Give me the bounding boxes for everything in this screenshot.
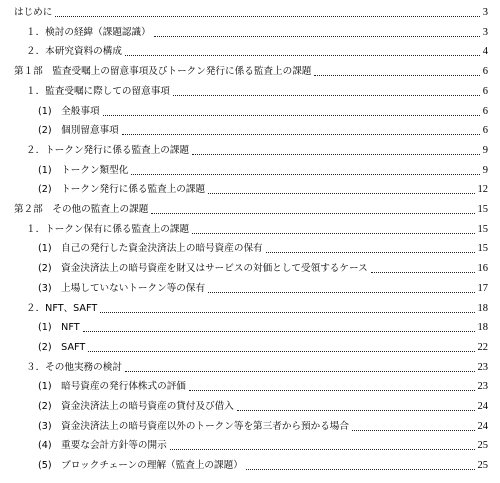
toc-entry-page: 9: [482, 142, 488, 160]
dot-leader: [173, 95, 480, 96]
toc-entry[interactable]: [0, 437, 500, 455]
toc-entry-title: (5) ブロックチェーンの理解（監査上の課題）: [38, 457, 244, 475]
toc-entry-title: (3) 資金決済法上の暗号資産以外のトークン等を第三者から預かる場合: [38, 418, 350, 436]
toc-entry-page: 23: [477, 359, 489, 377]
toc-entry[interactable]: [0, 122, 500, 140]
toc-entry-page: 6: [482, 63, 488, 81]
toc-entry[interactable]: [0, 418, 500, 436]
toc-entry[interactable]: [0, 319, 500, 337]
toc-entry[interactable]: [0, 43, 500, 61]
toc-entry[interactable]: [0, 4, 500, 22]
toc-entry-title: １．監査受嘱に際しての留意事項: [26, 83, 171, 101]
toc-entry-title: (2) トークン発行に係る監査上の課題: [38, 181, 206, 199]
toc-entry[interactable]: [0, 103, 500, 121]
toc-entry-title: (2) 個別留意事項: [38, 122, 120, 140]
toc-entry-page: 15: [477, 240, 489, 258]
toc-entry-title: (4) 重要な会計方針等の開示: [38, 437, 168, 455]
toc-entry-title: (1) 暗号資産の発行体株式の評価: [38, 378, 187, 396]
toc-entry-title: 第１部 監査受嘱上の留意事項及びトークン発行に係る監査上の課題: [14, 63, 312, 81]
dot-leader: [103, 115, 480, 116]
toc-entry-page: 3: [482, 24, 488, 42]
toc-entry-title: (2) 資金決済法上の暗号資産を財又はサービスの対価として受領するケース: [38, 260, 369, 278]
toc-entry[interactable]: [0, 457, 500, 475]
dot-leader: [55, 16, 479, 17]
toc-entry[interactable]: [0, 260, 500, 278]
dot-leader: [352, 430, 475, 431]
dot-leader: [237, 410, 475, 411]
dot-leader: [266, 252, 475, 253]
toc-entry-page: 9: [482, 162, 488, 180]
dot-leader: [314, 75, 479, 76]
toc-entry[interactable]: [0, 162, 500, 180]
dot-leader: [83, 331, 475, 332]
toc-entry-title: (1) 自己の発行した資金決済法上の暗号資産の保有: [38, 240, 264, 258]
toc-entry-title: (1) 全般事項: [38, 103, 101, 121]
dot-leader: [122, 134, 480, 135]
toc-entry-title: (2) 資金決済法上の暗号資産の貸付及び借入: [38, 398, 235, 416]
toc-entry[interactable]: [0, 221, 500, 239]
toc-entry-page: 24: [477, 398, 489, 416]
dot-leader: [125, 371, 475, 372]
toc-entry[interactable]: [0, 339, 500, 357]
toc-entry-title: (3) 上場していないトークン等の保有: [38, 280, 206, 298]
toc-entry-title: (1) NFT: [38, 319, 81, 337]
dot-leader: [246, 469, 475, 470]
toc-entry-page: 22: [477, 339, 489, 357]
dot-leader: [170, 449, 475, 450]
dot-leader: [371, 272, 475, 273]
toc-entry-page: 18: [477, 319, 489, 337]
dot-leader: [154, 36, 480, 37]
dot-leader: [208, 193, 474, 194]
toc-entry[interactable]: [0, 63, 500, 81]
toc-entry-title: ２．NFT、SAFT: [26, 300, 98, 318]
toc-entry-title: ２．本研究資料の構成: [26, 43, 123, 61]
toc-entry-page: 4: [482, 43, 488, 61]
dot-leader: [100, 312, 474, 313]
toc-entry[interactable]: [0, 378, 500, 396]
dot-leader: [131, 174, 479, 175]
toc-entry-title: １．検討の経緯（課題認識）: [26, 24, 152, 42]
toc-entry[interactable]: [0, 359, 500, 377]
toc-entry-page: 6: [482, 83, 488, 101]
toc-entry-page: 24: [477, 418, 489, 436]
toc-entry-title: １．トークン保有に係る監査上の課題: [26, 221, 190, 239]
toc-entry-title: (1) トークン類型化: [38, 162, 129, 180]
dot-leader: [192, 233, 474, 234]
dot-leader: [151, 213, 474, 214]
toc-entry-title: ３．その他実務の検討: [26, 359, 123, 377]
toc-entry[interactable]: [0, 181, 500, 199]
toc-entry[interactable]: [0, 280, 500, 298]
toc-entry-page: 16: [477, 260, 489, 278]
toc-entry[interactable]: [0, 24, 500, 42]
toc-entry[interactable]: [0, 142, 500, 160]
toc-entry-page: 17: [477, 280, 489, 298]
toc-entry-page: 15: [477, 221, 489, 239]
toc-entry-page: 12: [477, 181, 489, 199]
dot-leader: [192, 154, 480, 155]
toc-entry-page: 18: [477, 300, 489, 318]
toc-entry-title: 第２部 その他の監査上の課題: [14, 201, 149, 219]
toc-entry-page: 15: [477, 201, 489, 219]
toc-entry[interactable]: [0, 201, 500, 219]
toc-entry[interactable]: [0, 398, 500, 416]
dot-leader: [189, 390, 475, 391]
toc-entry-title: (2) SAFT: [38, 339, 86, 357]
toc-entry-page: 25: [477, 437, 489, 455]
toc-entry-page: 23: [477, 378, 489, 396]
toc-entry-page: 3: [482, 4, 488, 22]
toc-entry-page: 6: [482, 103, 488, 121]
toc-entry[interactable]: [0, 83, 500, 101]
toc-entry[interactable]: [0, 240, 500, 258]
dot-leader: [208, 292, 474, 293]
toc-entry[interactable]: [0, 300, 500, 318]
toc-entry-page: 25: [477, 457, 489, 475]
toc-entry-title: はじめに: [14, 4, 53, 22]
toc-entry-page: 6: [482, 122, 488, 140]
toc-entry-title: ２．トークン発行に係る監査上の課題: [26, 142, 190, 160]
dot-leader: [88, 351, 474, 352]
dot-leader: [125, 55, 480, 56]
